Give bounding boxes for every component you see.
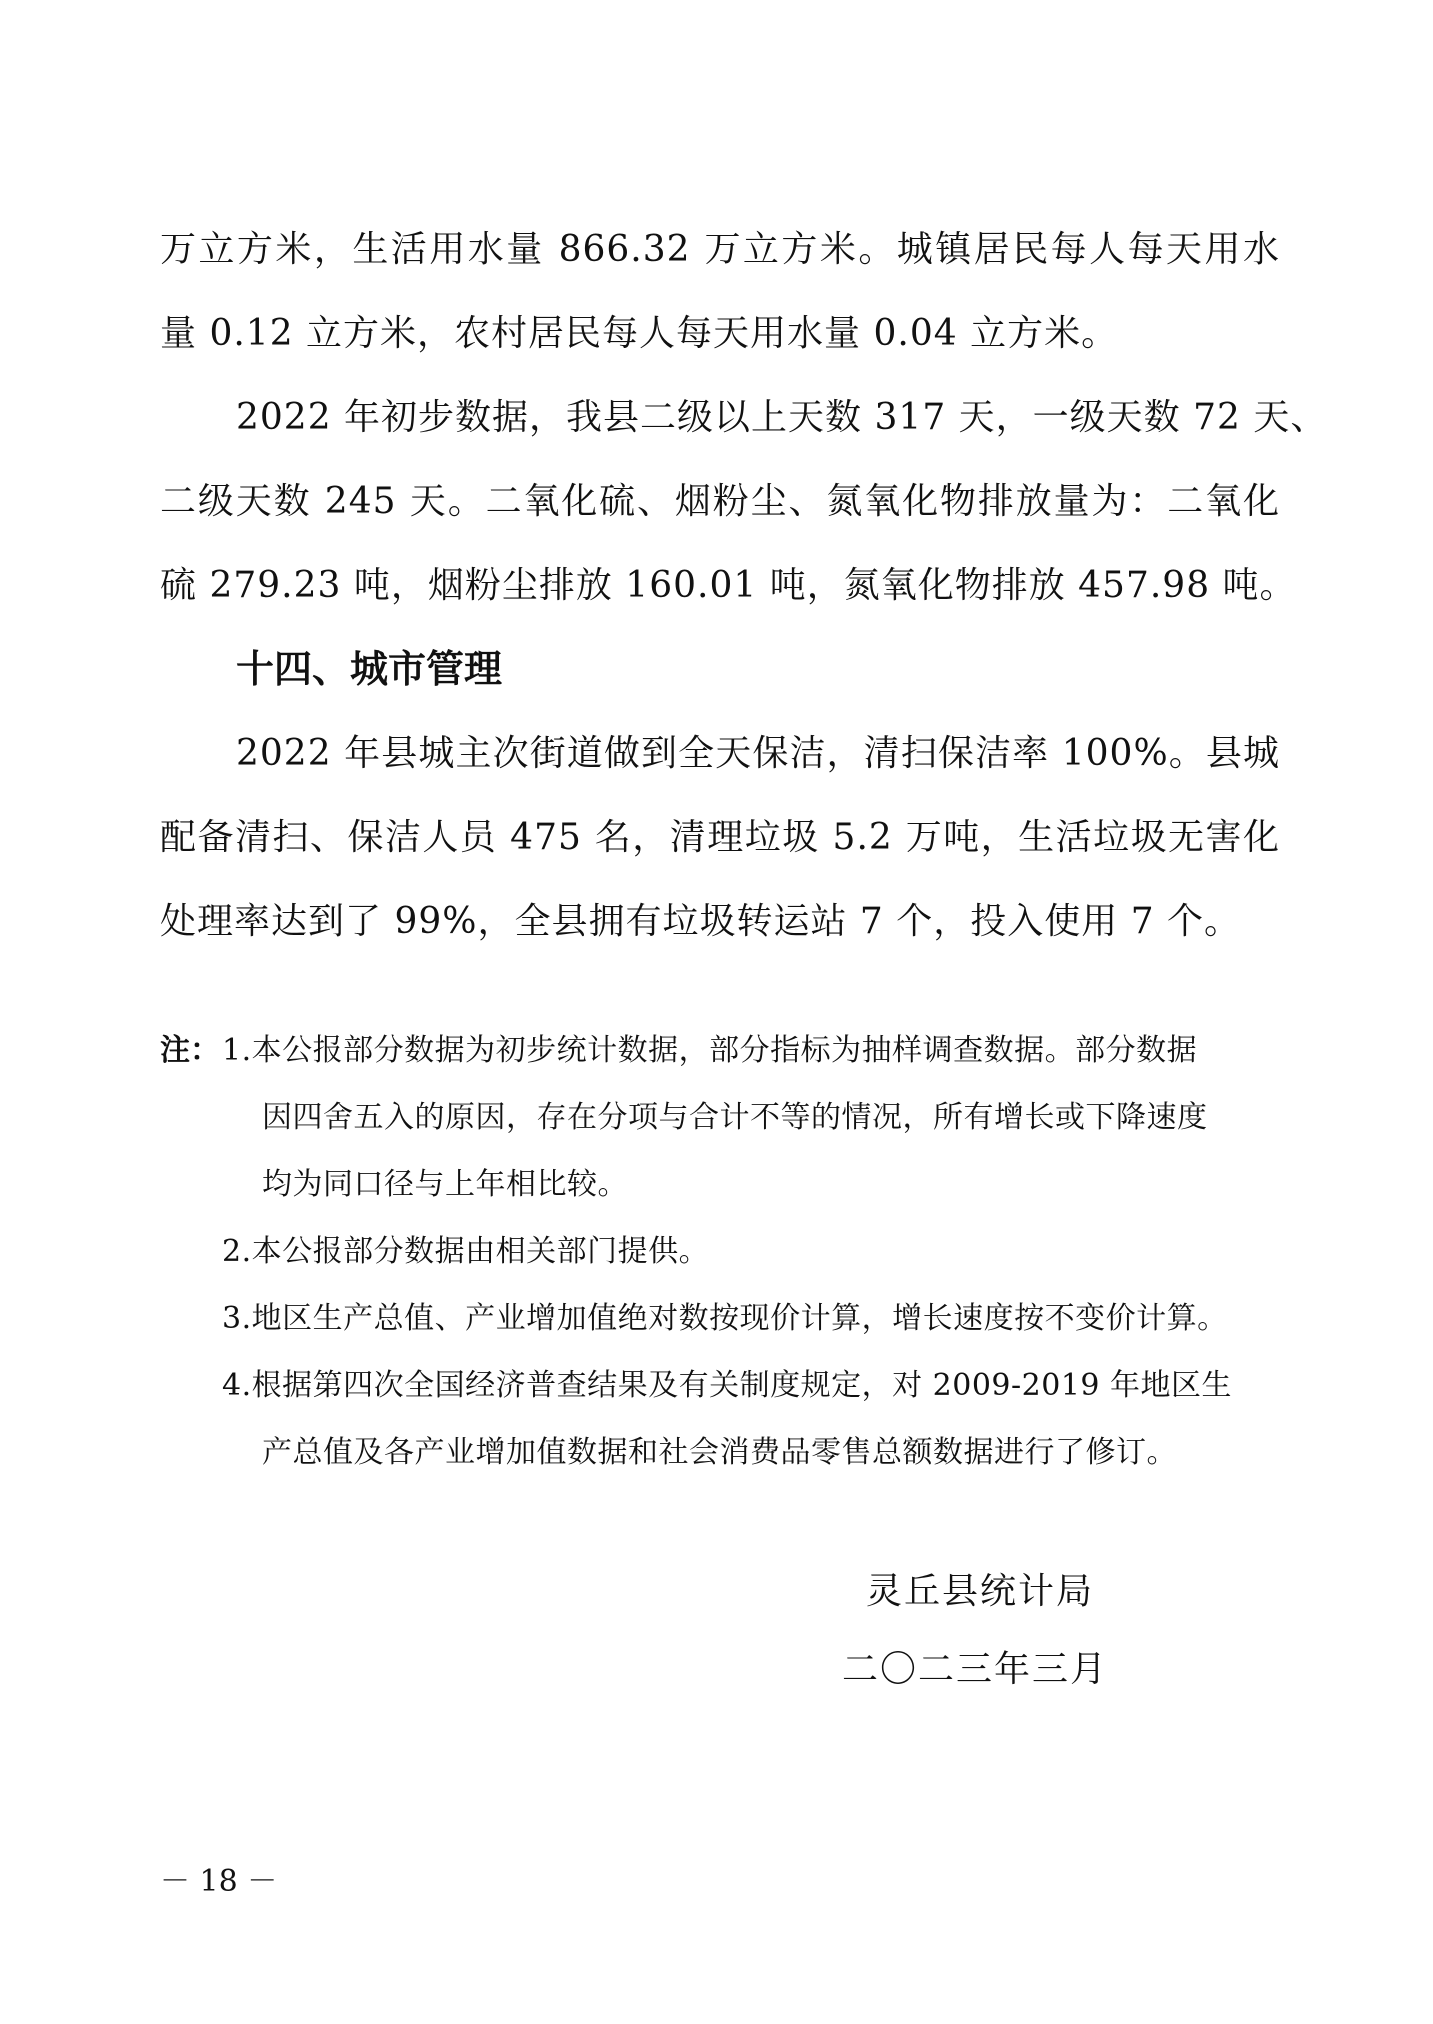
urban-line-1: 2022 年县城主次街道做到全天保洁，清扫保洁率 100%。县城 (236, 733, 1280, 774)
section-heading-urban-management: 十四、城市管理 (236, 647, 503, 691)
note-2: 2.本公报部分数据由相关部门提供。 (222, 1234, 710, 1269)
issuing-organization: 灵丘县统计局 (866, 1571, 1095, 1612)
note-3: 3.地区生产总值、产业增加值绝对数按现价计算，增长速度按不变价计算。 (222, 1301, 1228, 1336)
note-1-line-2: 因四舍五入的原因，存在分项与合计不等的情况，所有增长或下降速度 (262, 1100, 1208, 1135)
note-1-line-1: 1.本公报部分数据为初步统计数据，部分指标为抽样调查数据。部分数据 (222, 1033, 1198, 1068)
page-number: － 18 － (160, 1864, 278, 1899)
air-line-3: 硫 279.23 吨，烟粉尘排放 160.01 吨，氮氧化物排放 457.98 吨。 (160, 565, 1297, 606)
issue-date: 二〇二三年三月 (842, 1649, 1109, 1690)
urban-line-3: 处理率达到了 99%，全县拥有垃圾转运站 7 个，投入使用 7 个。 (160, 901, 1242, 942)
note-1-line-3: 均为同口径与上年相比较。 (262, 1167, 628, 1202)
air-line-1: 2022 年初步数据，我县二级以上天数 317 天，一级天数 72 天、 (236, 397, 1328, 438)
urban-line-2: 配备清扫、保洁人员 475 名，清理垃圾 5.2 万吨，生活垃圾无害化 (160, 817, 1280, 858)
air-line-2: 二级天数 245 天。二氧化硫、烟粉尘、氮氧化物排放量为：二氧化 (160, 481, 1280, 522)
notes-label: 注： (160, 1033, 220, 1068)
water-line-2: 量 0.12 立方米，农村居民每人每天用水量 0.04 立方米。 (160, 313, 1119, 354)
note-4-line-1: 4.根据第四次全国经济普查结果及有关制度规定，对 2009-2019 年地区生 (222, 1368, 1233, 1403)
note-4-line-2: 产总值及各产业增加值数据和社会消费品零售总额数据进行了修订。 (262, 1435, 1177, 1470)
water-line-1: 万立方米，生活用水量 866.32 万立方米。城镇居民每人每天用水 (160, 229, 1280, 270)
